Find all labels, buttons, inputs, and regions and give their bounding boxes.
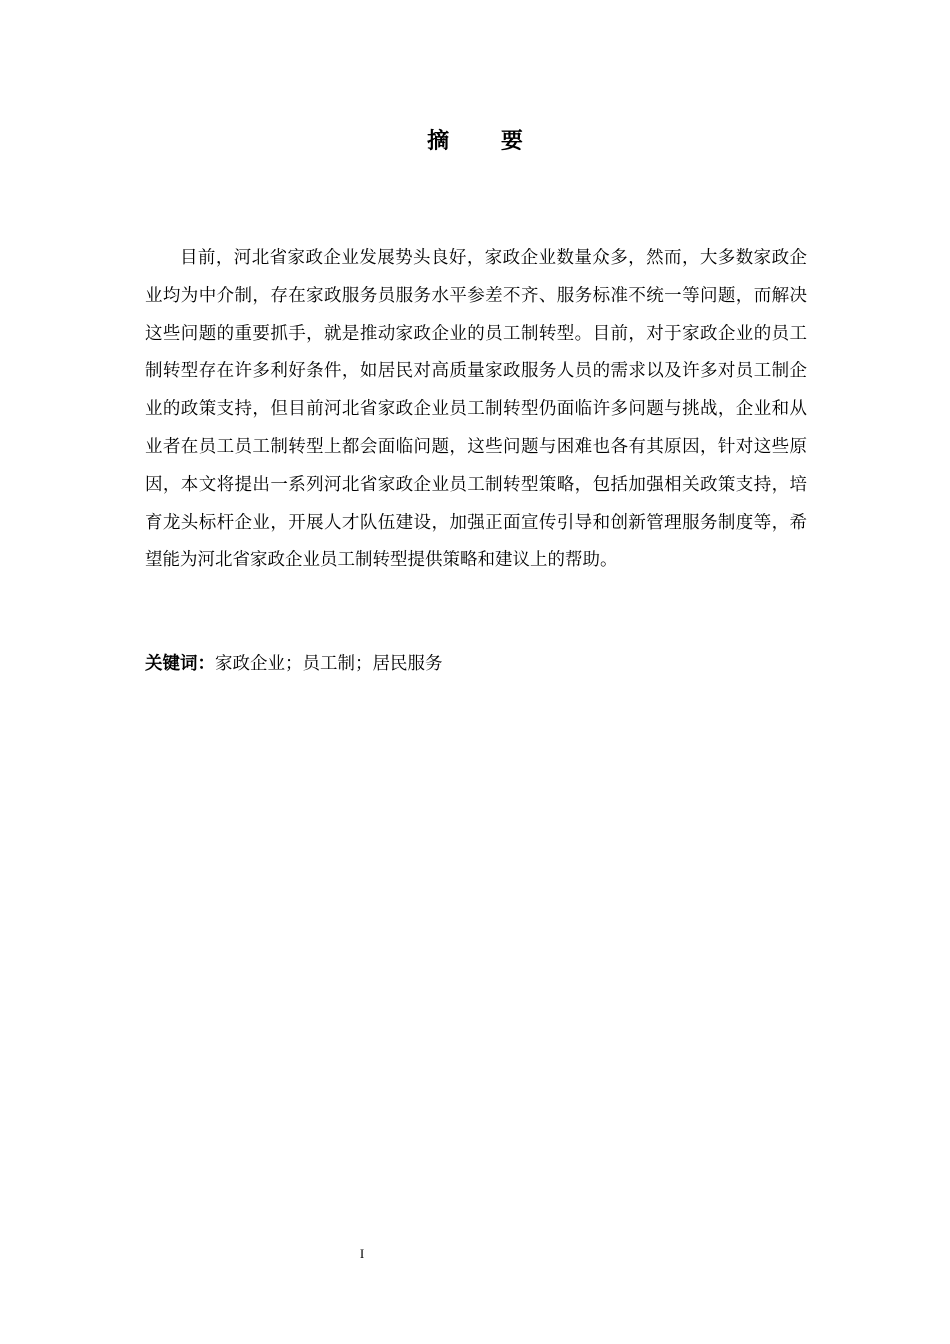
keywords-value: 家政企业；员工制；居民服务 xyxy=(215,654,443,674)
abstract-paragraph: 目前，河北省家政企业发展势头良好，家政企业数量众多，然而，大多数家政企业均为中介制，存在家政服务员服务水平参差不齐、服务标准不统一等问题，而解决这些问题的重要抓手，就是推动家政企业的员工制转型。目前，对于家政企业的员工制转型存在许多利好条件，如居民对高质量家政服务人员的需求以及许多对员工制企业的政策支持，但目前河北省家政企业员工制转型仍面临许多问题与挑战，企业和从业者在员工员工制转型上都会面临问题，这些问题与困难也各有其原因，针对这些原因，本文将提出一系列河北省家政企业员工制转型策略，包括加强相关政策支持，培育龙头标杆企业，开展人才队伍建设，加强正面宣传引导和创新管理服务制度等，希望能为河北省家政企业员工制转型提供策略和建议上的帮助。 xyxy=(145,248,807,571)
page-title: 摘 要 xyxy=(427,129,545,154)
page-number: I xyxy=(359,1246,365,1261)
keywords-line xyxy=(145,646,807,682)
keywords-label: 关键词： xyxy=(145,654,215,674)
